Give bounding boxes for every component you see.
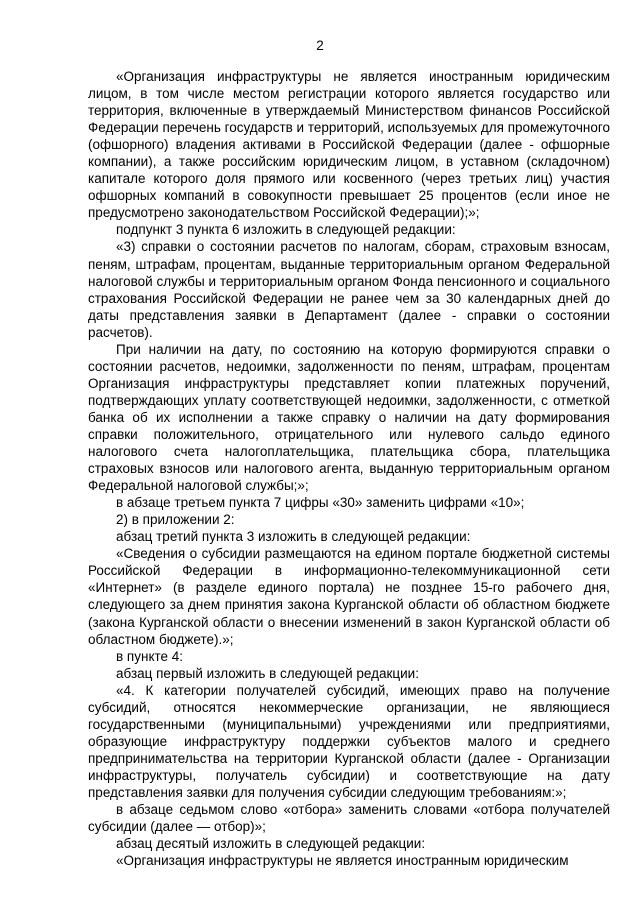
document-body [88, 68, 610, 869]
paragraph-offshore-requirement-repeat: «Организация инфраструктуры не является иностранным юридическим [116, 853, 569, 869]
paragraph-amend-subclause-3: подпункт 3 пункта 6 изложить в следующей редакции: [116, 222, 456, 238]
paragraph-recipient-category: «4. К категории получателей субсидий, имеющих право на получение субсидий, относятся некоммерческие организации, не являющиеся государственными (муниципальными) учреждениями или предприятиями, образующие инфраструктуру поддержки субъектов малого и среднего предпринимательства на территории Курганской области (далее - Организации инфраструктуры, получатель субсидии) и соответствующие на дату представления заявки для получения субсидии следующим требованиям:»; [88, 682, 610, 800]
paragraph-replace-word: в абзаце седьмом слово «отбора» заменить словами «отбора получателей субсидии (далее — отбор)»; [88, 802, 610, 835]
paragraph-arrears-documents: При наличии на дату, по состоянию на которую формируются справки о состоянии расчетов, недоимки, задолженности по пеням, штрафам, процентам Организация инфраструктуры представляет копии платежных поручений, подтверждающих уплату соответствующей недоимки, задолженности, с отметкой банка об их исполнении а также справку о наличии на дату формирования справки положительного, отрицательного или нулевого сальдо единого налогового счета налогоплательщика, плательщика сбора, плательщика страховых взносов или налогового агента, выданную территориальным органом Федеральной налоговой службы;»; [88, 341, 610, 494]
page-number: 2 [316, 38, 324, 53]
paragraph-appendix-2: 2) в приложении 2: [116, 512, 235, 528]
paragraph-amend-first: абзац первый изложить в следующей редакции: [116, 665, 419, 681]
paragraph-in-clause-4: в пункте 4: [116, 648, 184, 664]
paragraph-replace-digits: в абзаце третьем пункта 7 цифры «30» заменить цифрами «10»; [116, 495, 525, 511]
paragraph-offshore-requirement: «Организация инфраструктуры не является иностранным юридическим лицом, в том числе местом регистрации которого является государство или территория, включенные в утверждаемый Министерством финансов Российской Федерации перечень государств и территорий, используемых для промежуточного (офшорного) владения активами в Российской Федерации (далее - офшорные компании), а также российским юридическим лицом, в уставном (складочном) капитале которого доля прямого или косвенного (через третьих лиц) участия офшорных компаний в совокупности превышает 25 процентов (если иное не предусмотрено законодательством Российской Федерации);»; [88, 69, 611, 221]
paragraph-subsidy-info-publication: «Сведения о субсидии размещаются на едином портале бюджетной системы Российской Федерации в информационно-телекоммуникационной сети «Интернет» (в разделе единого портала) не позднее 15-го рабочего дня, следующего за днем принятия закона Курганской области об областном бюджете (закона Курганской области о внесении изменений в закон Курганской области об областном бюджете).»; [88, 546, 610, 647]
paragraph-amend-clause-3: абзац третий пункта 3 изложить в следующей редакции: [116, 529, 471, 545]
paragraph-tax-certificates: «3) справки о состоянии расчетов по налогам, сборам, страховым взносам, пеням, штрафам, процентам, выданные территориальным органом Федеральной налоговой службы и территориальным органом Фонда пенсионного и социального страхования Российской Федерации не ранее чем за 30 календарных дней до даты представления заявки в Департамент (далее - справки о состоянии расчетов). [88, 239, 610, 340]
paragraph-amend-tenth: абзац десятый изложить в следующей редакции: [116, 836, 426, 852]
